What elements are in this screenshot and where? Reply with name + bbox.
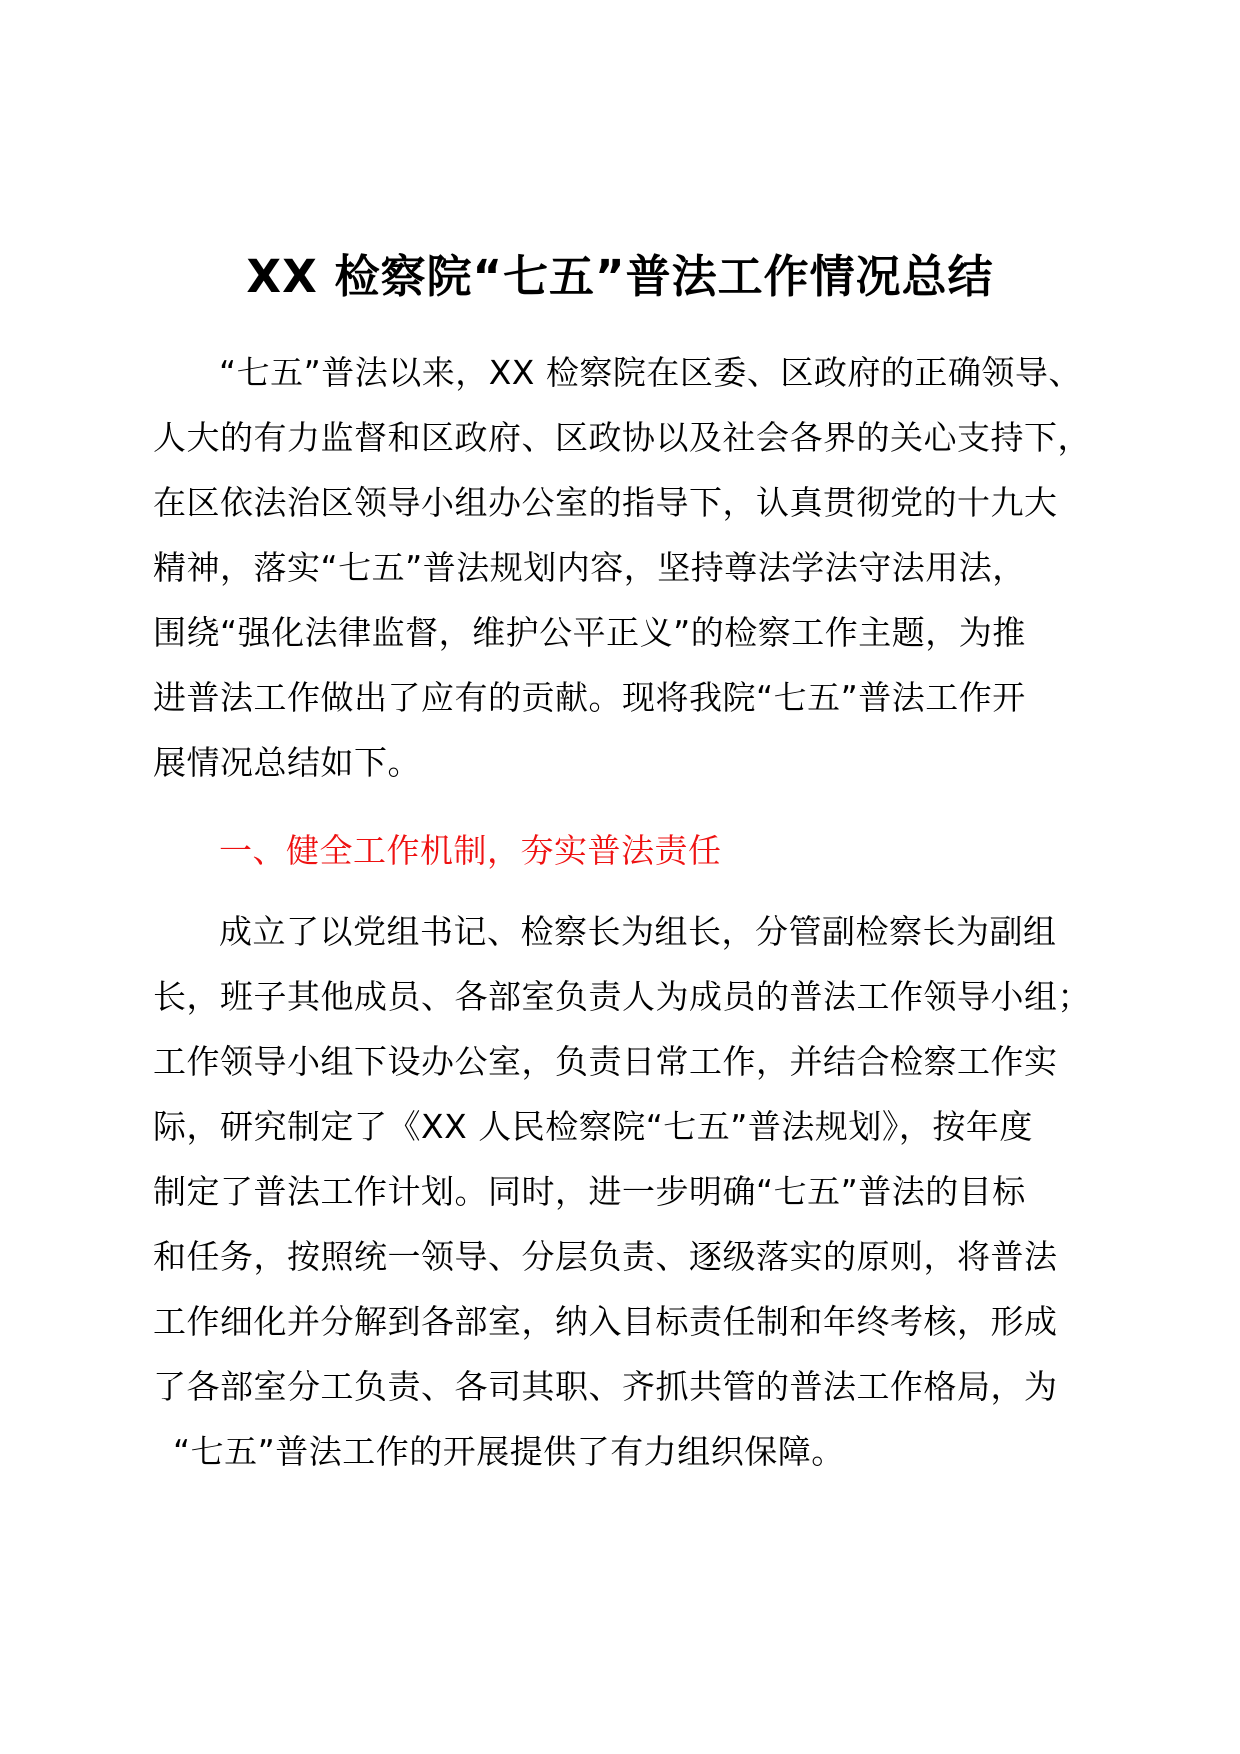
paragraph-line: 和任务，按照统一领导、分层负责、逐级落实的原则，将普法 xyxy=(153,1237,1058,1276)
section-heading: 一、健全工作机制，夯实普法责任 xyxy=(219,831,722,870)
intro-paragraph xyxy=(153,340,1113,795)
paragraph-line: 进普法工作做出了应有的贡献。现将我院“七五”普法工作开 xyxy=(153,678,1026,717)
paragraph-line: 围绕“强化法律监督，维护公平正义”的检察工作主题，为推 xyxy=(153,613,1026,652)
paragraph-line: 在区依法治区领导小组办公室的指导下，认真贯彻党的十九大 xyxy=(153,483,1058,522)
paragraph-line: 人大的有力监督和区政府、区政协以及社会各界的关心支持下， xyxy=(153,418,1091,457)
paragraph-line: 展情况总结如下。 xyxy=(153,743,421,782)
paragraph-line: 精神，落实“七五”普法规划内容，坚持尊法学法守法用法， xyxy=(153,548,1026,587)
section1-paragraph xyxy=(153,899,1113,1484)
paragraph-line: 工作细化并分解到各部室，纳入目标责任制和年终考核，形成 xyxy=(153,1302,1058,1341)
paragraph-line: 制定了普法工作计划。同时，进一步明确“七五”普法的目标 xyxy=(153,1172,1026,1211)
paragraph-line: 工作领导小组下设办公室，负责日常工作，并结合检察工作实 xyxy=(153,1042,1058,1081)
paragraph-line: “七五”普法以来，XX 检察院在区委、区政府的正确领导、 xyxy=(219,353,1082,392)
paragraph-line: 成立了以党组书记、检察长为组长，分管副检察长为副组 xyxy=(219,912,1057,951)
document-title: XX 检察院“七五”普法工作情况总结 xyxy=(246,250,994,303)
paragraph-line: 长，班子其他成员、各部室负责人为成员的普法工作领导小组； xyxy=(153,977,1091,1016)
paragraph-line: 了各部室分工负责、各司其职、齐抓共管的普法工作格局，为 xyxy=(153,1367,1058,1406)
paragraph-line: “七五”普法工作的开展提供了有力组织保障。 xyxy=(173,1432,845,1471)
paragraph-line: 际，研究制定了《XX 人民检察院“七五”普法规划》，按年度 xyxy=(153,1107,1033,1146)
